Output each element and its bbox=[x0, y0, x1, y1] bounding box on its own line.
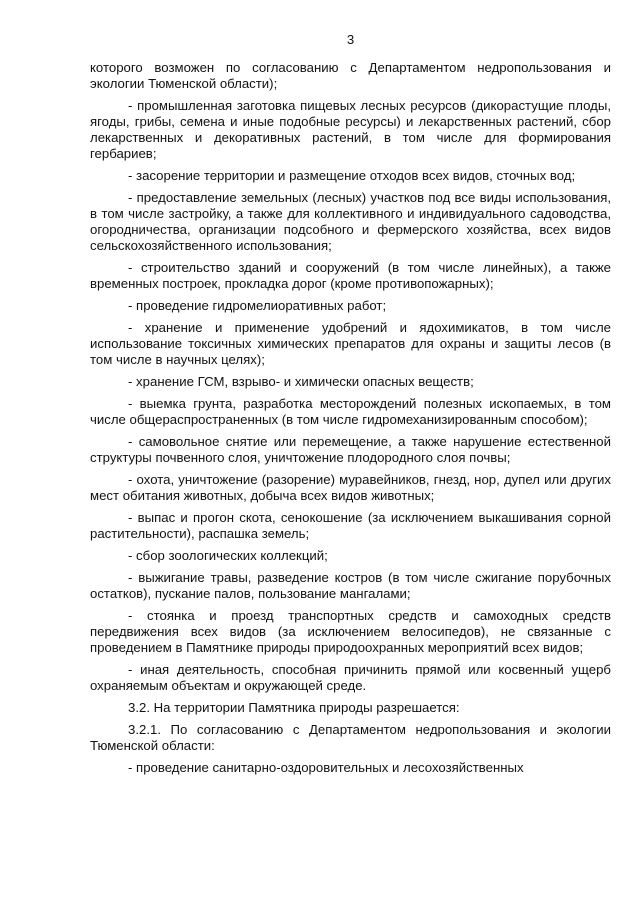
paragraph: - проведение гидромелиоративных работ; bbox=[128, 298, 387, 313]
paragraph: - засорение территории и размещение отходов всех видов, сточных вод; bbox=[128, 168, 576, 183]
paragraph: - хранение ГСМ, взрыво- и химически опасных веществ; bbox=[128, 374, 474, 389]
paragraph: - иная деятельность, способная причинить прямой или косвенный ущерб охраняемым объектам и окружающей среде. bbox=[90, 662, 611, 693]
document-page bbox=[90, 32, 611, 782]
paragraph: - сбор зоологических коллекций; bbox=[128, 548, 328, 563]
paragraph: - предоставление земельных (лесных) участков под все виды использования, в том числе застройку, а также для коллективного и индивидуального садоводства, огородничества, организации подсобного и фермерского хозяйства, всех видов сельскохозяйственного использования; bbox=[90, 190, 611, 253]
paragraph: - хранение и применение удобрений и ядохимикатов, в том числе использование токсичных химических препаратов для охраны и защиты лесов (в том числе в научных целях); bbox=[90, 320, 611, 367]
paragraph: - проведение санитарно-оздоровительных и лесохозяйственных bbox=[128, 760, 524, 775]
paragraph: - охота, уничтожение (разорение) муравейников, гнезд, нор, дупел или других мест обитания животных, добыча всех видов животных; bbox=[90, 472, 611, 503]
paragraph: 3.2.1. По согласованию с Департаментом недропользования и экологии Тюменской области: bbox=[90, 722, 611, 753]
paragraph: - промышленная заготовка пищевых лесных ресурсов (дикорастущие плоды, ягоды, грибы, семена и иные подобные ресурсы) и лекарственных растений, сбор лекарственных и декоративных растений, в том числе для формирования гербариев; bbox=[90, 98, 611, 161]
page-number: 3 bbox=[346, 32, 355, 47]
paragraph: - выпас и прогон скота, сенокошение (за исключением выкашивания сорной растительности), распашка земель; bbox=[90, 510, 611, 541]
paragraph: которого возможен по согласованию с Департаментом недропользования и экологии Тюменской области); bbox=[90, 60, 611, 91]
paragraph: - строительство зданий и сооружений (в том числе линейных), а также временных построек, прокладка дорог (кроме противопожарных); bbox=[90, 260, 611, 291]
paragraph: - стоянка и проезд транспортных средств и самоходных средств передвижения всех видов (за исключением велосипедов), не связанные с проведением в Памятнике природы природоохранных мероприятий всех видов; bbox=[90, 608, 611, 655]
paragraph: 3.2. На территории Памятника природы разрешается: bbox=[128, 700, 460, 715]
document-body bbox=[90, 60, 611, 776]
paragraph: - выемка грунта, разработка месторождений полезных ископаемых, в том числе общераспространенных (в том числе гидромеханизированным способом); bbox=[90, 396, 611, 427]
paragraph: - выжигание травы, разведение костров (в том числе сжигание порубочных остатков), пускание палов, пользование мангалами; bbox=[90, 570, 611, 601]
paragraph: - самовольное снятие или перемещение, а также нарушение естественной структуры почвенного слоя, уничтожение плодородного слоя почвы; bbox=[90, 434, 611, 465]
